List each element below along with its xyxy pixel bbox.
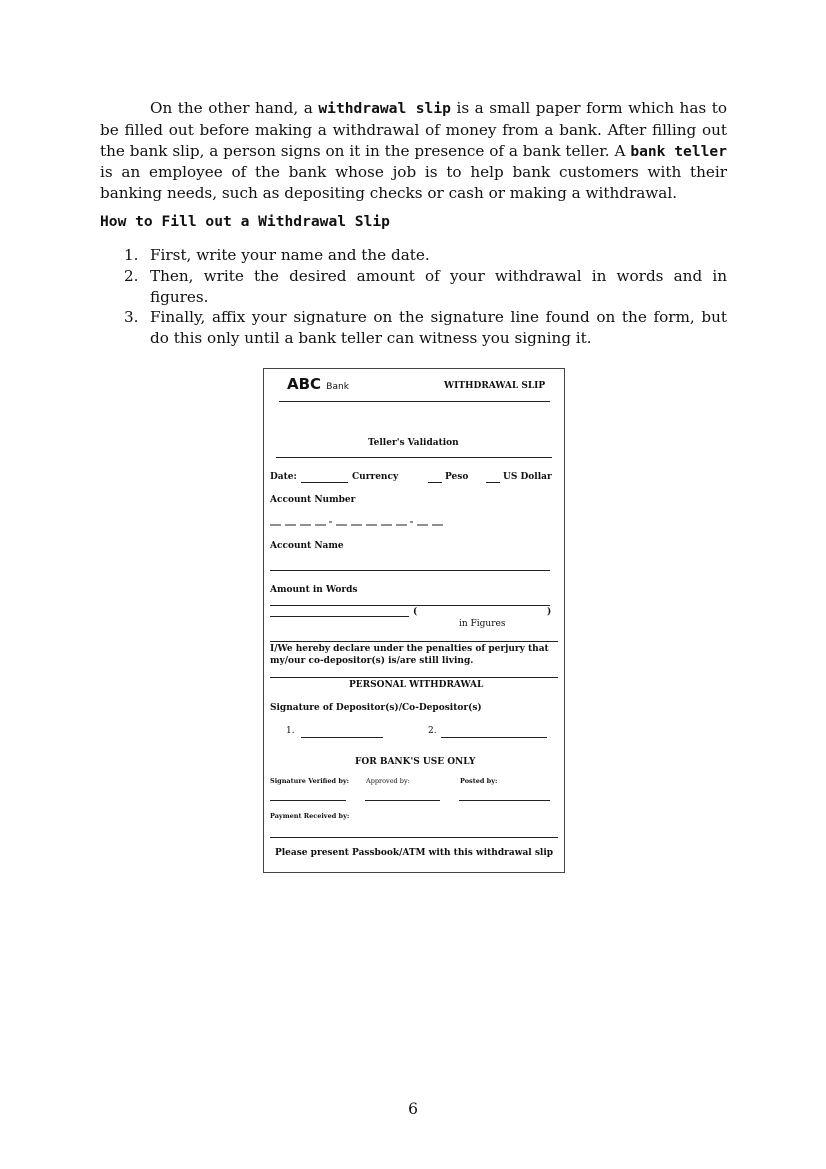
amount-words-label: Amount in Words (270, 585, 358, 595)
list-item: 3. Finally, affix your signature on the signature line found on the form, but do this only until a bank teller can witness you signing it. (124, 308, 727, 348)
section-heading: How to Fill out a Withdrawal Slip (100, 213, 390, 230)
signature-label: Signature of Depositor(s)/Co-Depositor(s) (270, 703, 482, 713)
usd-checkbox-line (486, 482, 500, 483)
in-figures-label: in Figures (459, 619, 506, 629)
declaration-line-2: my/our co-depositor(s) is/are still living. (270, 656, 474, 666)
amount-words-line-2 (270, 616, 409, 617)
personal-withdrawal-label: PERSONAL WITHDRAWAL (349, 680, 484, 690)
divider (276, 457, 552, 458)
signature-2-number: 2. (428, 726, 437, 736)
amount-words-line (270, 605, 550, 606)
divider (270, 641, 558, 642)
posted-by-label: Posted by: (460, 777, 498, 785)
approved-by-label: Approved by: (366, 777, 410, 785)
divider (270, 837, 558, 838)
paren-close: ) (547, 607, 552, 617)
intro-paragraph: On the other hand, a withdrawal slip is a small paper form which has to be filled out before making a withdrawal of money from a bank. After filling out the bank slip, a person signs on it in the presence of a bank teller. A bank teller is an employee of the bank whose job is to help bank customers with their banking needs, such as depositing checks or cash or making a withdrawal. (100, 99, 727, 203)
bank-brand: ABC Bank (287, 375, 349, 393)
slip-footer: Please present Passbook/ATM with this withdrawal slip (275, 848, 554, 858)
peso-checkbox-line (428, 482, 442, 483)
term-bank-teller: bank teller (630, 142, 727, 160)
account-name-line (270, 570, 550, 571)
date-line (301, 482, 348, 483)
signature-1-line (301, 737, 383, 738)
signature-2-line (441, 737, 547, 738)
tellers-validation-label: Teller's Validation (368, 438, 459, 448)
divider (270, 677, 558, 678)
steps-list (100, 245, 727, 349)
divider (279, 401, 550, 402)
page-number: 6 (408, 1100, 418, 1118)
list-item: 1. First, write your name and the date. (124, 246, 430, 264)
account-number-blanks (270, 519, 470, 527)
bank-use-label: FOR BANK'S USE ONLY (355, 757, 476, 767)
declaration-line-1: I/We hereby declare under the penalties of perjury that (270, 644, 549, 654)
verified-by-line (270, 800, 346, 801)
paren-open: ( (413, 607, 418, 617)
verified-by-label: Signature Verified by: (270, 777, 350, 785)
date-label: Date: (270, 472, 297, 482)
withdrawal-slip-figure (263, 368, 565, 873)
account-number-label: Account Number (270, 495, 356, 505)
posted-by-line (459, 800, 550, 801)
payment-received-label: Payment Received by: (270, 812, 350, 820)
term-withdrawal-slip: withdrawal slip (318, 100, 451, 117)
account-name-label: Account Name (270, 541, 344, 551)
approved-by-line (365, 800, 440, 801)
usd-label: US Dollar (503, 472, 552, 482)
signature-1-number: 1. (286, 726, 295, 736)
slip-title: WITHDRAWAL SLIP (444, 381, 546, 391)
list-item: 2. Then, write the desired amount of your withdrawal in words and in figures. (124, 266, 727, 306)
currency-label: Currency (352, 472, 399, 482)
peso-label: Peso (445, 472, 469, 482)
